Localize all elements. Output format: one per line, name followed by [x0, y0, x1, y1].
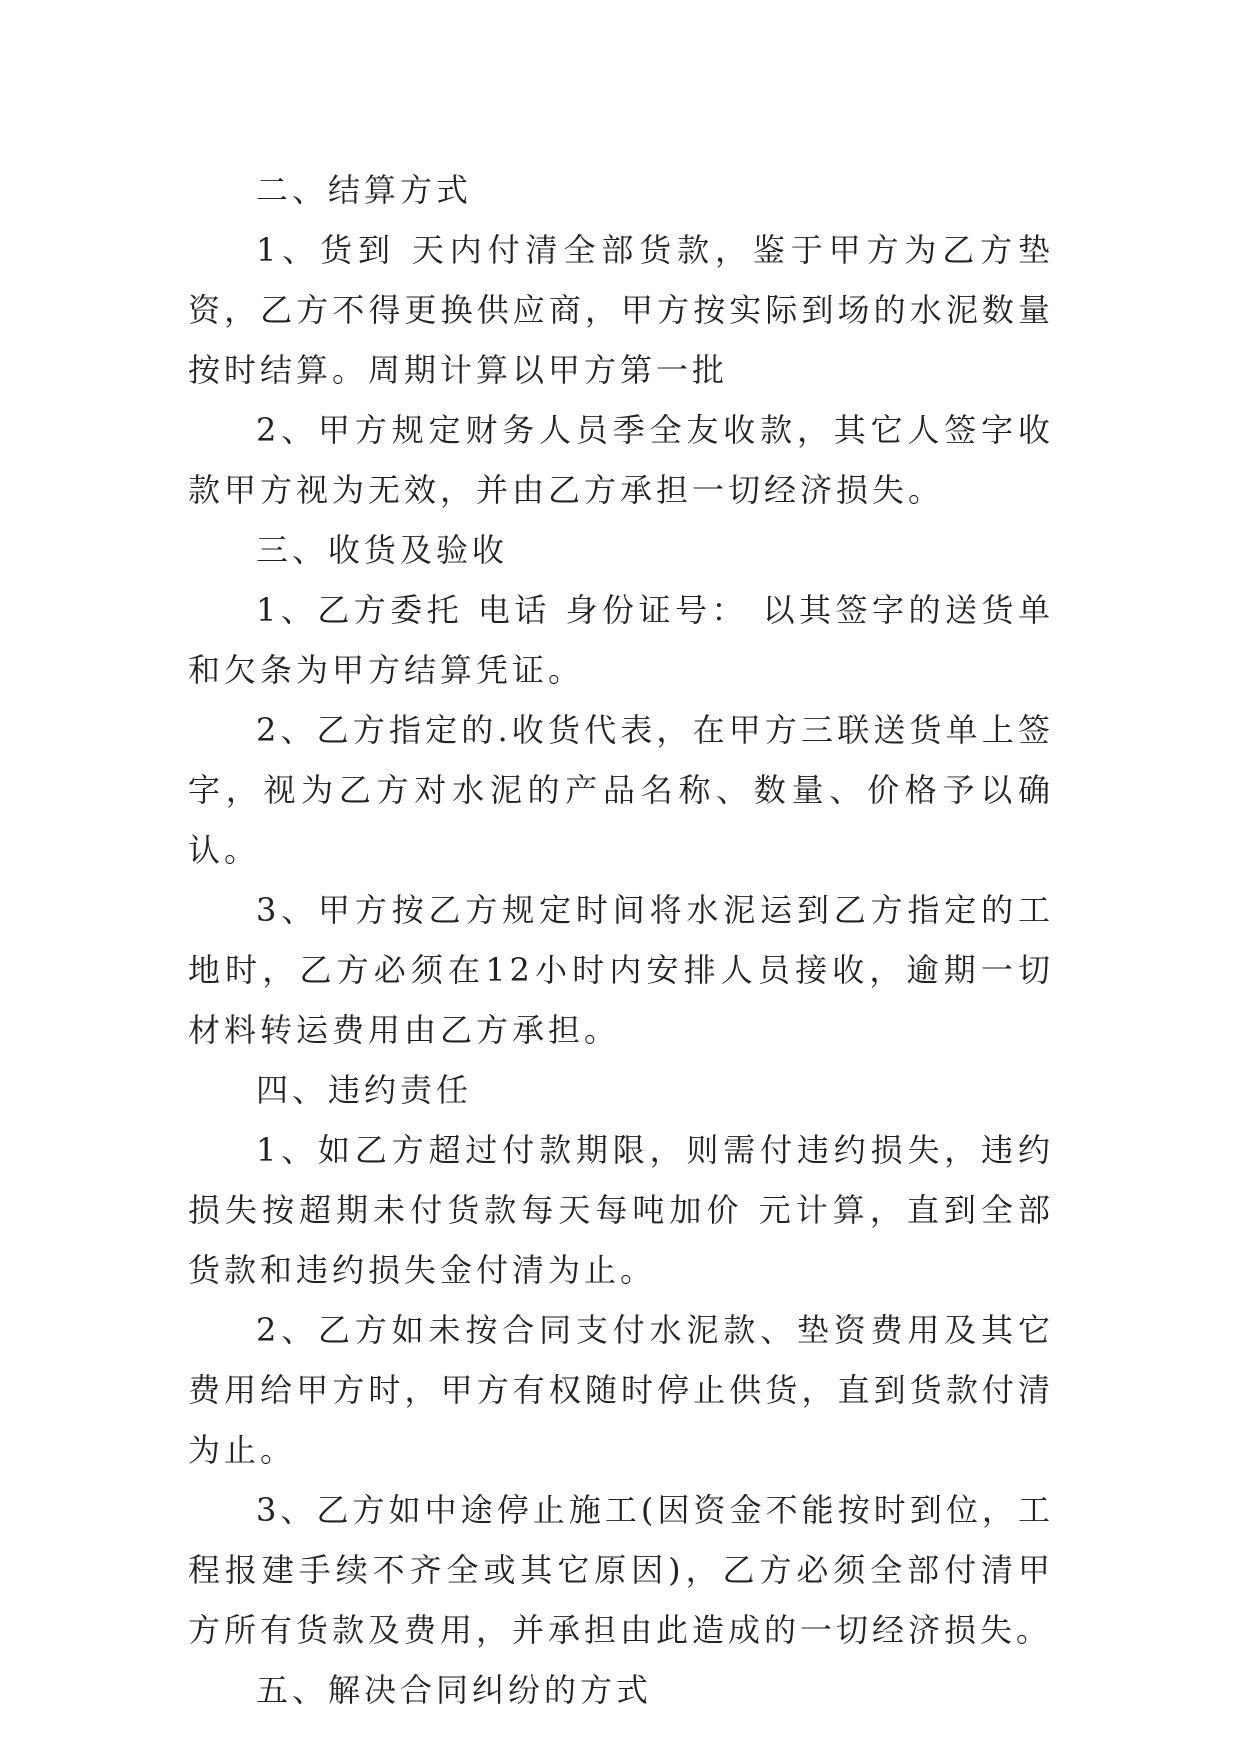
settlement-clause-2: 2、甲方规定财务人员季全友收款，其它人签字收款甲方视为无效，并由乙方承担一切经济损失。	[188, 411, 1054, 509]
acceptance-clause-3: 3、甲方按乙方规定时间将水泥运到乙方指定的工地时，乙方必须在12小时内安排人员接收，逾期一切材料转运费用由乙方承担。	[188, 891, 1054, 1049]
section-heading-liability: 四、违约责任	[256, 1071, 473, 1109]
settlement-clause-1: 1、货到 天内付清全部货款，鉴于甲方为乙方垫资，乙方不得更换供应商，甲方按实际到场的水泥数量按时结算。周期计算以甲方第一批	[188, 231, 1054, 389]
section-heading-acceptance: 三、收货及验收	[256, 531, 509, 569]
liability-clause-3: 3、乙方如中途停止施工(因资金不能按时到位，工程报建手续不齐全或其它原因)，乙方必须全部付清甲方所有货款及费用，并承担由此造成的一切经济损失。	[188, 1491, 1054, 1649]
liability-clause-1: 1、如乙方超过付款期限，则需付违约损失，违约损失按超期未付货款每天每吨加价 元计算，直到全部货款和违约损失金付清为止。	[188, 1131, 1054, 1289]
document-body	[188, 160, 1054, 1720]
acceptance-clause-1: 1、乙方委托 电话 身份证号： 以其签字的送货单和欠条为甲方结算凭证。	[188, 591, 1054, 689]
section-heading-dispute: 五、解决合同纠纷的方式	[256, 1671, 653, 1709]
liability-clause-2: 2、乙方如未按合同支付水泥款、垫资费用及其它费用给甲方时，甲方有权随时停止供货，直到货款付清为止。	[188, 1311, 1054, 1469]
acceptance-clause-2: 2、乙方指定的.收货代表，在甲方三联送货单上签字，视为乙方对水泥的产品名称、数量、价格予以确认。	[188, 711, 1054, 869]
section-heading-settlement: 二、结算方式	[256, 171, 473, 209]
